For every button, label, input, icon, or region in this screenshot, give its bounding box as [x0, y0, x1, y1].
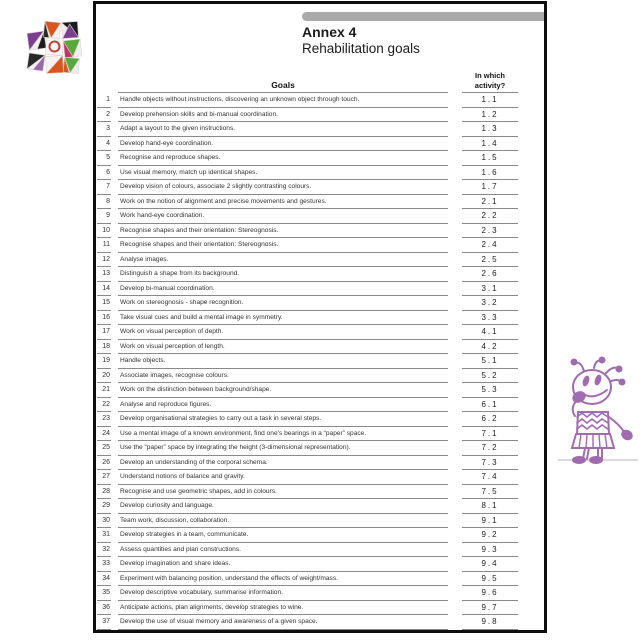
table-row [96, 93, 544, 108]
page-title: Annex 4 [302, 24, 357, 40]
goal-number: 37 [97, 615, 111, 630]
goal-text: Develop strategies in a team, communicate. [118, 528, 448, 543]
goal-text: Experiment with balancing position, understand the effects of weight/mass. [118, 572, 448, 587]
goal-text: Analyse and reproduce figures. [118, 398, 448, 413]
activity-number: 9.8 [462, 615, 518, 630]
goal-text: Anticipate actions, plan alignments, develop strategies to wine. [118, 601, 448, 616]
table-row [96, 485, 544, 500]
goal-number: 7 [97, 180, 111, 195]
activity-number: 7.1 [462, 427, 518, 442]
goal-text: Handle objects without instructions, discovering an unknown object through touch. [118, 93, 448, 108]
activity-number: 7.5 [462, 485, 518, 500]
activity-number: 2.3 [462, 224, 518, 239]
goals-column-header: Goals [118, 80, 448, 93]
activity-number: 9.1 [462, 514, 518, 529]
goal-text: Distinguish a shape from its background. [118, 267, 448, 282]
goal-number: 5 [97, 151, 111, 166]
table-row [96, 325, 544, 340]
table-row [96, 383, 544, 398]
goal-number: 3 [97, 122, 111, 137]
goal-text: Recognise shapes and their orientation: Stereognosis. [118, 238, 448, 253]
goal-number: 29 [97, 499, 111, 514]
goal-number: 25 [97, 441, 111, 456]
goal-number: 11 [97, 238, 111, 253]
table-row [96, 572, 544, 587]
goal-number: 34 [97, 572, 111, 587]
table-row [96, 137, 544, 152]
table-row [96, 615, 544, 630]
table-row [96, 180, 544, 195]
table-row [96, 166, 544, 181]
goal-text: Assess quantities and plan constructions. [118, 543, 448, 558]
table-row [96, 311, 544, 326]
goal-text: Analyse images. [118, 253, 448, 268]
goal-number: 14 [97, 282, 111, 297]
goal-number: 12 [97, 253, 111, 268]
table-row [96, 151, 544, 166]
table-row [96, 543, 544, 558]
goal-number: 4 [97, 137, 111, 152]
table-row [96, 528, 544, 543]
activity-number: 5.2 [462, 369, 518, 384]
goals-table [96, 67, 544, 630]
activity-number: 5.3 [462, 383, 518, 398]
goal-number: 18 [97, 340, 111, 355]
goal-text: Handle objects. [118, 354, 448, 369]
activity-number: 5.1 [462, 354, 518, 369]
goal-text: Develop vision of colours, associate 2 slightly contrasting colours. [118, 180, 448, 195]
activity-number: 8.1 [462, 499, 518, 514]
activity-number: 3.3 [462, 311, 518, 326]
goal-text: Recognise and reproduce shapes. [118, 151, 448, 166]
goal-text: Develop bi-manual coordination. [118, 282, 448, 297]
table-row [96, 456, 544, 471]
activity-number: 1.2 [462, 108, 518, 123]
activity-number: 1.6 [462, 166, 518, 181]
goal-number: 36 [97, 601, 111, 616]
activity-number: 7.2 [462, 441, 518, 456]
goal-number: 21 [97, 383, 111, 398]
goal-number: 28 [97, 485, 111, 500]
table-row [96, 427, 544, 442]
activity-number: 3.2 [462, 296, 518, 311]
activity-number: 2.6 [462, 267, 518, 282]
activity-number: 9.7 [462, 601, 518, 616]
goal-number: 9 [97, 209, 111, 224]
page-subtitle: Rehabilitation goals [302, 41, 420, 56]
table-row [96, 499, 544, 514]
purple-child-doodle-icon [556, 356, 640, 464]
activity-number: 2.1 [462, 195, 518, 210]
activity-number: 1.4 [462, 137, 518, 152]
activity-number: 2.2 [462, 209, 518, 224]
table-row [96, 412, 544, 427]
goal-number: 24 [97, 427, 111, 442]
table-row [96, 238, 544, 253]
activity-number: 4.1 [462, 325, 518, 340]
goal-number: 20 [97, 369, 111, 384]
activity-number: 2.5 [462, 253, 518, 268]
goal-text: Develop descriptive vocabulary, summarise information. [118, 586, 448, 601]
goal-number: 16 [97, 311, 111, 326]
table-row [96, 441, 544, 456]
goal-text: Develop organisational strategies to carry out a task in several steps. [118, 412, 448, 427]
goal-number: 35 [97, 586, 111, 601]
table-row [96, 514, 544, 529]
table-row [96, 557, 544, 572]
goal-text: Work on stereognosis - shape recognition. [118, 296, 448, 311]
activity-number: 9.5 [462, 572, 518, 587]
goal-number: 23 [97, 412, 111, 427]
table-row [96, 122, 544, 137]
goal-text: Team work, discussion, collaboration. [118, 514, 448, 529]
goal-number: 19 [97, 354, 111, 369]
goal-text: Associate images, recognise colours. [118, 369, 448, 384]
goal-number: 2 [97, 108, 111, 123]
table-row [96, 601, 544, 616]
activity-number: 9.4 [462, 557, 518, 572]
goal-text: Develop imagination and share ideas. [118, 557, 448, 572]
activity-number: 7.4 [462, 470, 518, 485]
table-row [96, 369, 544, 384]
table-header-row [96, 67, 544, 93]
table-row [96, 470, 544, 485]
goal-text: Recognise shapes and their orientation: Stereognosis. [118, 224, 448, 239]
activity-number: 9.3 [462, 543, 518, 558]
table-row [96, 224, 544, 239]
goal-number: 15 [97, 296, 111, 311]
goal-number: 6 [97, 166, 111, 181]
activity-number: 9.6 [462, 586, 518, 601]
goal-text: Develop the use of visual memory and awareness of a given space. [118, 615, 448, 630]
goal-number: 22 [97, 398, 111, 413]
goal-text: Develop an understanding of the corporal schema. [118, 456, 448, 471]
goal-number: 27 [97, 470, 111, 485]
table-row [96, 296, 544, 311]
activity-number: 1.5 [462, 151, 518, 166]
activity-number: 2.4 [462, 238, 518, 253]
goal-number: 10 [97, 224, 111, 239]
goal-text: Work on the notion of alignment and precise movements and gestures. [118, 195, 448, 210]
goal-text: Use a mental image of a known environment, find one’s bearings in a “paper” space. [118, 427, 448, 442]
activity-number: 1.3 [462, 122, 518, 137]
header-accent-bar [302, 12, 544, 21]
activity-number: 1.1 [462, 93, 518, 108]
document-page [93, 1, 547, 633]
goal-text: Work on visual perception of depth. [118, 325, 448, 340]
activity-number: 3.1 [462, 282, 518, 297]
goal-text: Use visual memory, match up identical shapes. [118, 166, 448, 181]
table-row [96, 354, 544, 369]
goal-text: Take visual cues and build a mental image in symmetry. [118, 311, 448, 326]
goal-text: Adapt a layout to the given instructions. [118, 122, 448, 137]
goal-number: 8 [97, 195, 111, 210]
goal-text: Work hand-eye coordination. [118, 209, 448, 224]
table-rows [96, 93, 544, 630]
activity-number: 1.7 [462, 180, 518, 195]
goal-text: Use the “paper” space by integrating the height (3-dimensional representation). [118, 441, 448, 456]
goal-number: 33 [97, 557, 111, 572]
goal-text: Recognise and use geometric shapes, add in colours. [118, 485, 448, 500]
activity-number: 6.2 [462, 412, 518, 427]
goal-number: 32 [97, 543, 111, 558]
table-row [96, 108, 544, 123]
table-row [96, 267, 544, 282]
goal-number: 26 [97, 456, 111, 471]
goal-number: 30 [97, 514, 111, 529]
goal-number: 31 [97, 528, 111, 543]
goal-text: Understand notions of balance and gravity. [118, 470, 448, 485]
goal-text: Work on visual perception of length. [118, 340, 448, 355]
table-row [96, 586, 544, 601]
table-row [96, 340, 544, 355]
goal-text: Develop hand-eye coordination. [118, 137, 448, 152]
goal-text: Work on the distinction between background/shape. [118, 383, 448, 398]
goal-number: 1 [97, 93, 111, 108]
activity-number: 7.3 [462, 456, 518, 471]
activity-column-header: In which activity? [462, 71, 518, 93]
goal-text: Develop curiosity and language. [118, 499, 448, 514]
goal-text: Develop prehension skills and bi-manual coordination. [118, 108, 448, 123]
table-row [96, 282, 544, 297]
goal-number: 17 [97, 325, 111, 340]
goal-number: 13 [97, 267, 111, 282]
activity-number: 4.2 [462, 340, 518, 355]
table-row [96, 209, 544, 224]
table-row [96, 195, 544, 210]
activity-number: 9.2 [462, 528, 518, 543]
activity-number: 6.1 [462, 398, 518, 413]
toy-cubes-photo-icon [20, 14, 90, 80]
table-row [96, 253, 544, 268]
table-row [96, 398, 544, 413]
